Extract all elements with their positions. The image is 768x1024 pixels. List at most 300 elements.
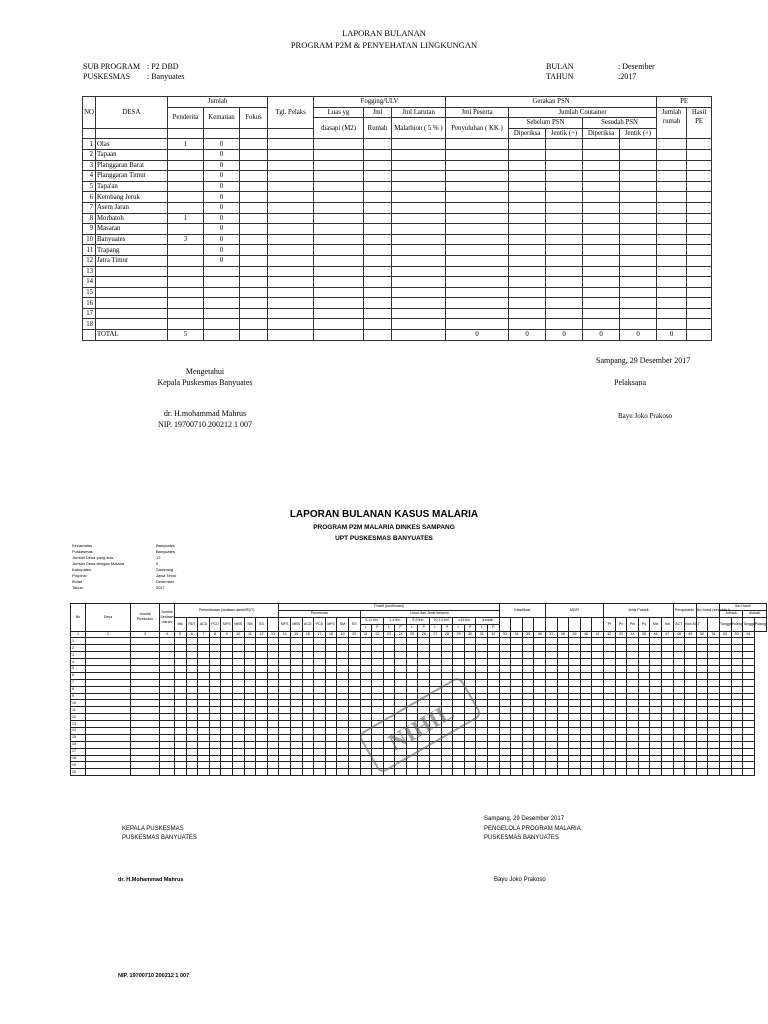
empty-cell: [209, 638, 221, 645]
report1-title-block: [0, 27, 768, 51]
info-label: Bulan: [72, 579, 83, 584]
empty-cell: [673, 762, 685, 769]
empty-cell: [696, 769, 708, 776]
column-number: 7: [198, 631, 210, 638]
empty-cell: [198, 659, 210, 666]
empty-cell: [580, 686, 592, 693]
empty-cell: [446, 202, 509, 213]
report2-subtitle2: UPT PUSKESMAS BANYUATES: [335, 535, 433, 542]
puskesmas-label: PUSKESMAS: [83, 72, 131, 81]
empty-cell: [696, 741, 708, 748]
empty-cell: [198, 734, 210, 741]
empty-cell: [372, 645, 384, 652]
empty-cell: [719, 666, 731, 673]
empty-cell: [603, 748, 615, 755]
empty-cell: [209, 700, 221, 707]
info-value: Jawa Timur: [156, 573, 177, 578]
empty-cell: [534, 769, 546, 776]
column-number: 3: [131, 631, 160, 638]
column-number: 44: [627, 631, 639, 638]
empty-cell: [638, 741, 650, 748]
empty-cell: [743, 755, 755, 762]
empty-cell: [186, 721, 198, 728]
empty-cell: [603, 734, 615, 741]
empty-cell: [364, 139, 392, 150]
row-number: 4: [71, 659, 86, 666]
row-desa: [96, 308, 168, 319]
empty-cell: [534, 741, 546, 748]
empty-cell: [244, 645, 256, 652]
empty-cell: [314, 700, 326, 707]
empty-cell: [348, 741, 360, 748]
header-pe: PE: [657, 97, 712, 108]
empty-cell: [290, 755, 302, 762]
empty-cell: [687, 181, 712, 192]
empty-cell: [86, 686, 131, 693]
village-row: [83, 255, 712, 266]
empty-cell: [499, 659, 511, 666]
sub-program-value: : P2 DBD: [147, 62, 179, 71]
empty-cell: [615, 666, 627, 673]
empty-cell: [557, 734, 569, 741]
empty-cell: [86, 700, 131, 707]
row-no: 8: [83, 213, 96, 224]
row-no: 1: [83, 139, 96, 150]
stamp-text: NIHIL: [384, 698, 459, 757]
empty-cell: [580, 728, 592, 735]
empty-cell: [160, 762, 175, 769]
empty-cell: [302, 693, 314, 700]
m-header-ibu-hamil: Ibu Hamil: [719, 604, 766, 611]
empty-cell: [638, 762, 650, 769]
empty-cell: [557, 721, 569, 728]
empty-cell: [708, 672, 720, 679]
empty-cell: [743, 645, 755, 652]
column-number: 13: [267, 631, 279, 638]
row-kematian: [204, 308, 240, 319]
empty-cell: [175, 728, 187, 735]
empty-cell: [267, 672, 279, 679]
empty-cell: [418, 672, 430, 679]
empty-cell: [198, 638, 210, 645]
empty-cell: [256, 714, 268, 721]
empty-cell: [499, 666, 511, 673]
village-row: [83, 308, 712, 319]
empty-cell: [232, 755, 244, 762]
empty-cell: [569, 638, 581, 645]
empty-cell: [232, 748, 244, 755]
empty-cell: [522, 728, 534, 735]
empty-cell: [661, 707, 673, 714]
empty-cell: [546, 679, 558, 686]
header-penyuluhan: Penyuluhan ( KK ): [446, 118, 509, 139]
empty-cell: [256, 693, 268, 700]
empty-cell: [731, 638, 743, 645]
empty-cell: [708, 638, 720, 645]
empty-cell: [719, 734, 731, 741]
row-penderita: [168, 192, 204, 203]
empty-cell: [509, 202, 546, 213]
empty-cell: [279, 700, 291, 707]
empty-cell: [240, 308, 268, 319]
empty-cell: [221, 659, 233, 666]
empty-cell: [302, 672, 314, 679]
empty-cell: [583, 298, 620, 309]
empty-cell: [240, 298, 268, 309]
empty-cell: [557, 707, 569, 714]
empty-cell: [557, 714, 569, 721]
empty-cell: [731, 645, 743, 652]
column-number: 54: [743, 631, 755, 638]
empty-cell: [743, 762, 755, 769]
empty-cell: [372, 686, 384, 693]
column-number: 31: [476, 631, 488, 638]
empty-cell: [546, 707, 558, 714]
row-no: 13: [83, 266, 96, 277]
empty-cell: [592, 645, 604, 652]
row-kematian: [204, 266, 240, 277]
empty-cell: [314, 319, 364, 330]
empty-cell: [325, 707, 337, 714]
empty-cell: [685, 666, 697, 673]
empty-cell: [685, 638, 697, 645]
empty-cell: [186, 679, 198, 686]
empty-cell: [511, 728, 523, 735]
empty-cell: [160, 714, 175, 721]
empty-cell: [418, 769, 430, 776]
empty-cell: [131, 659, 160, 666]
empty-cell: [383, 679, 395, 686]
empty-cell: [650, 755, 662, 762]
empty-cell: [131, 721, 160, 728]
empty-cell: [580, 748, 592, 755]
row-no: 6: [83, 192, 96, 203]
empty-cell: [592, 755, 604, 762]
empty-cell: [708, 707, 720, 714]
row-desa: Planggaran Barat: [96, 160, 168, 171]
header-hasil-pe: Hasil PE: [687, 107, 712, 139]
row-number: 11: [71, 707, 86, 714]
empty-cell: [638, 728, 650, 735]
row-kematian: [204, 277, 240, 288]
empty-cell: [620, 139, 657, 150]
empty-cell: [446, 234, 509, 245]
empty-cell: [488, 638, 500, 645]
empty-cell: [337, 686, 349, 693]
empty-cell: [546, 741, 558, 748]
empty-cell: [546, 287, 583, 298]
empty-cell: [743, 748, 755, 755]
empty-cell: [464, 672, 476, 679]
empty-cell: [592, 741, 604, 748]
column-number: 39: [569, 631, 581, 638]
empty-cell: [509, 308, 546, 319]
empty-cell: [232, 762, 244, 769]
empty-cell: [131, 728, 160, 735]
empty-cell: [314, 202, 364, 213]
empty-cell: [302, 679, 314, 686]
empty-cell: [364, 266, 392, 277]
total-sebelum-jentik: 0: [546, 330, 583, 341]
empty-cell: [446, 160, 509, 171]
empty-cell: [372, 652, 384, 659]
m-age-group: 5-9 thn: [406, 617, 429, 624]
column-number: 22: [372, 631, 384, 638]
empty-cell: [743, 659, 755, 666]
empty-cell: [160, 686, 175, 693]
empty-cell: [731, 707, 743, 714]
m-age-group: ≥15 thn: [453, 617, 476, 624]
empty-cell: [546, 652, 558, 659]
empty-cell: [627, 741, 639, 748]
empty-cell: [268, 149, 314, 160]
info-value: Banyuates: [156, 549, 175, 554]
empty-cell: [580, 762, 592, 769]
empty-cell: [476, 693, 488, 700]
empty-cell: [337, 659, 349, 666]
row-desa: Trapang: [96, 245, 168, 256]
column-number: 21: [360, 631, 372, 638]
empty-cell: [302, 769, 314, 776]
empty-cell: [337, 652, 349, 659]
empty-cell: [131, 714, 160, 721]
empty-cell: [441, 638, 453, 645]
empty-cell: [546, 686, 558, 693]
empty-cell: [325, 755, 337, 762]
empty-cell: [290, 645, 302, 652]
empty-cell: [86, 666, 131, 673]
empty-cell: [488, 686, 500, 693]
header-gerakan-psn: Gerakan PSN: [446, 97, 657, 108]
empty-cell: [603, 659, 615, 666]
empty-cell: [240, 245, 268, 256]
empty-cell: [511, 734, 523, 741]
empty-cell: [708, 693, 720, 700]
empty-cell: [522, 741, 534, 748]
m-mdpi-sub: [569, 617, 581, 631]
empty-cell: [522, 679, 534, 686]
empty-cell: [580, 693, 592, 700]
empty-cell: [418, 638, 430, 645]
empty-cell: [302, 714, 314, 721]
empty-cell: [580, 672, 592, 679]
empty-cell: [256, 679, 268, 686]
empty-cell: [392, 171, 446, 182]
empty-cell: [743, 666, 755, 673]
empty-cell: [657, 139, 687, 150]
column-number: 48: [673, 631, 685, 638]
empty-cell: [337, 700, 349, 707]
empty-cell: [221, 679, 233, 686]
report2-signer-left: dr. H.Mohammad Mahrus: [118, 877, 184, 883]
row-penderita: [168, 202, 204, 213]
empty-cell: [592, 672, 604, 679]
empty-cell: [360, 769, 372, 776]
empty-cell: [650, 721, 662, 728]
empty-cell: [392, 224, 446, 235]
empty-cell: [673, 769, 685, 776]
empty-cell: [314, 714, 326, 721]
report2-kepala-block: [122, 825, 197, 843]
empty-cell: [557, 762, 569, 769]
empty-cell: [511, 748, 523, 755]
empty-cell: [325, 714, 337, 721]
empty-cell: [392, 139, 446, 150]
row-number: 16: [71, 741, 86, 748]
empty-cell: [650, 748, 662, 755]
empty-cell: [267, 707, 279, 714]
row-no: 5: [83, 181, 96, 192]
empty-cell: [488, 734, 500, 741]
empty-cell: [673, 748, 685, 755]
empty-cell: [392, 234, 446, 245]
empty-cell: [314, 266, 364, 277]
empty-cell: [696, 707, 708, 714]
empty-cell: [392, 181, 446, 192]
empty-cell: [743, 686, 755, 693]
m-header-no: No: [71, 604, 86, 632]
empty-cell: [464, 666, 476, 673]
row-desa: Tapaan: [96, 149, 168, 160]
empty-cell: [441, 769, 453, 776]
empty-cell: [244, 693, 256, 700]
header-sesudah-psn: Sesudah PSN: [583, 118, 657, 129]
empty-cell: [372, 679, 384, 686]
empty-cell: [383, 666, 395, 673]
empty-cell: [661, 666, 673, 673]
empty-cell: [244, 762, 256, 769]
empty-cell: [160, 707, 175, 714]
empty-cell: [395, 645, 407, 652]
empty-cell: [314, 659, 326, 666]
empty-cell: [499, 741, 511, 748]
empty-cell: [232, 666, 244, 673]
empty-cell: [406, 666, 418, 673]
empty-cell: [267, 652, 279, 659]
m-sex-p: P: [464, 624, 476, 631]
empty-cell: [131, 652, 160, 659]
empty-cell: [244, 666, 256, 673]
empty-cell: [603, 686, 615, 693]
empty-cell: [337, 645, 349, 652]
empty-cell: [453, 769, 465, 776]
empty-cell: [198, 707, 210, 714]
empty-cell: [708, 659, 720, 666]
header-luas-yg: Luas yg: [314, 107, 364, 118]
empty-cell: [446, 149, 509, 160]
empty-cell: [731, 734, 743, 741]
empty-cell: [685, 659, 697, 666]
empty-cell: [476, 762, 488, 769]
empty-cell: [650, 652, 662, 659]
empty-cell: [615, 686, 627, 693]
empty-cell: [337, 679, 349, 686]
empty-cell: [186, 672, 198, 679]
empty-cell: [685, 721, 697, 728]
m-penemuan-sub: SS: [348, 617, 360, 631]
empty-cell: [131, 741, 160, 748]
empty-cell: [232, 679, 244, 686]
empty-cell: [615, 707, 627, 714]
empty-cell: [557, 728, 569, 735]
empty-cell: [657, 266, 687, 277]
empty-cell: [731, 755, 743, 762]
empty-cell: [453, 748, 465, 755]
empty-cell: [488, 707, 500, 714]
empty-cell: [620, 202, 657, 213]
empty-cell: [160, 728, 175, 735]
empty-cell: [232, 672, 244, 679]
empty-cell: [546, 192, 583, 203]
empty-cell: [499, 707, 511, 714]
m-parasite: Pm: [627, 617, 639, 631]
report2-title: LAPORAN BULANAN KASUS MALARIA: [289, 509, 479, 520]
empty-cell: [186, 714, 198, 721]
empty-cell: [661, 672, 673, 679]
empty-cell: [534, 728, 546, 735]
empty-cell: [364, 287, 392, 298]
m-header-mdpi: MDPI: [546, 604, 604, 618]
empty-cell: [314, 721, 326, 728]
empty-cell: [603, 679, 615, 686]
empty-cell: [743, 728, 755, 735]
empty-cell: [627, 659, 639, 666]
table-row: [71, 672, 767, 679]
column-number: 46: [650, 631, 662, 638]
m-sex-p: P: [372, 624, 384, 631]
empty-cell: [673, 686, 685, 693]
empty-cell: [395, 666, 407, 673]
row-no: 3: [83, 160, 96, 171]
info-label: Kabupaten: [72, 567, 92, 572]
header-penderita: Penderita: [168, 107, 204, 128]
empty-cell: [302, 728, 314, 735]
empty-cell: [615, 748, 627, 755]
empty-cell: [685, 748, 697, 755]
empty-cell: [441, 762, 453, 769]
empty-cell: [620, 149, 657, 160]
empty-cell: [650, 666, 662, 673]
column-number: 30: [464, 631, 476, 638]
empty-cell: [337, 755, 349, 762]
row-number: 5: [71, 666, 86, 673]
empty-cell: [240, 192, 268, 203]
empty-cell: [256, 755, 268, 762]
empty-cell: [175, 645, 187, 652]
empty-cell: [160, 748, 175, 755]
empty-cell: [511, 686, 523, 693]
empty-cell: [685, 700, 697, 707]
empty-cell: [696, 700, 708, 707]
info-label: Tahun: [72, 585, 83, 590]
row-kematian: 0: [204, 171, 240, 182]
empty-cell: [546, 213, 583, 224]
row-desa: [96, 277, 168, 288]
row-number: 8: [71, 686, 86, 693]
empty-cell: [685, 769, 697, 776]
empty-cell: [279, 755, 291, 762]
report2-info-block: [72, 543, 176, 591]
row-kematian: 0: [204, 245, 240, 256]
empty-cell: [511, 679, 523, 686]
m-parasite: Mix: [650, 617, 662, 631]
empty-cell: [592, 638, 604, 645]
empty-cell: [615, 728, 627, 735]
empty-cell: [569, 734, 581, 741]
m-tanggal: Tanggal: [743, 617, 755, 631]
empty-cell: [268, 234, 314, 245]
m-sub-sm: SM: [244, 617, 256, 631]
